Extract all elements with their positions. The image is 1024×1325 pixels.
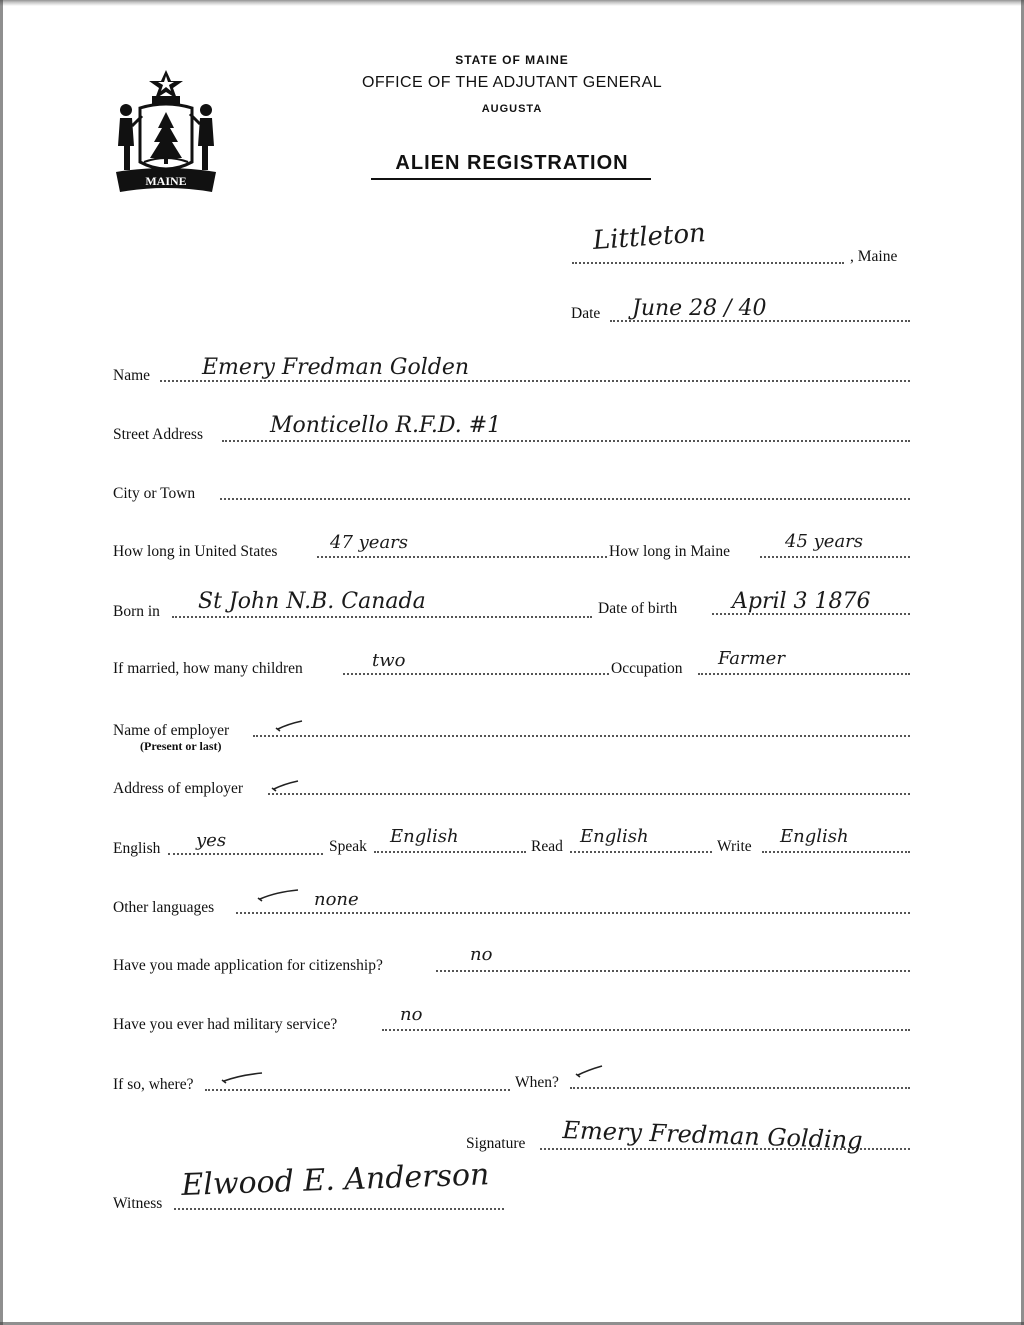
- speak-label: Speak: [329, 838, 367, 855]
- city-line: [220, 498, 910, 500]
- title-underline: [371, 178, 651, 180]
- street-line: [222, 440, 910, 442]
- military-label: Have you ever had military service?: [113, 1016, 338, 1033]
- witness-line: [174, 1208, 504, 1210]
- citizenship-line: [436, 970, 910, 972]
- read-line: [570, 851, 712, 853]
- how-long-maine-label: How long in Maine: [609, 543, 730, 560]
- when-label: When?: [515, 1074, 559, 1091]
- how-long-us-label: How long in United States: [113, 543, 278, 560]
- occupation-line: [698, 673, 910, 675]
- witness-entry: Elwood E. Anderson: [180, 1157, 490, 1203]
- name-line: [160, 380, 910, 382]
- how-long-maine-entry: 45 years: [785, 531, 864, 552]
- speak-line: [374, 851, 526, 853]
- married-children-label: If married, how many children: [113, 660, 303, 677]
- city-label: City or Town: [113, 485, 196, 502]
- other-languages-line: [236, 912, 910, 914]
- how-long-us-entry: 47 years: [330, 532, 409, 553]
- read-label: Read: [531, 838, 563, 855]
- occupation-entry: Farmer: [718, 648, 785, 669]
- check-mark-icon: [256, 888, 300, 902]
- scan-edge: [0, 0, 3, 1325]
- write-line: [762, 851, 910, 853]
- town-entry: Littleton: [591, 218, 707, 256]
- english-entry: yes: [196, 830, 227, 851]
- employer-address-label: Address of employer: [113, 780, 243, 797]
- street-label: Street Address: [113, 426, 203, 443]
- where-line: [205, 1089, 510, 1091]
- check-mark-icon: [220, 1070, 264, 1084]
- employer-name-label: Name of employer: [113, 722, 230, 739]
- english-line: [168, 853, 323, 855]
- signature-label: Signature: [466, 1135, 526, 1152]
- name-label: Name: [113, 367, 151, 384]
- dob-entry: April 3 1876: [732, 589, 871, 614]
- signature-entry: Emery Fredman Golding: [562, 1116, 863, 1155]
- employer-note: (Present or last): [140, 739, 222, 753]
- english-label: English: [113, 840, 161, 857]
- date-label: Date: [571, 305, 601, 322]
- street-entry: Monticello R.F.D. #1: [270, 413, 502, 438]
- when-line: [570, 1087, 910, 1089]
- speak-entry: English: [390, 826, 459, 847]
- citizenship-entry: no: [470, 944, 493, 965]
- military-line: [382, 1029, 910, 1031]
- state-of-maine-seal: [112, 66, 220, 196]
- born-in-entry: St John N.B. Canada: [198, 589, 426, 614]
- check-mark-icon: [270, 778, 300, 792]
- other-languages-entry: none: [314, 889, 359, 910]
- town-suffix-label: , Maine: [850, 248, 898, 265]
- occupation-label: Occupation: [611, 660, 683, 677]
- state-heading: STATE OF MAINE: [455, 53, 569, 67]
- read-entry: English: [580, 826, 649, 847]
- where-label: If so, where?: [113, 1076, 194, 1093]
- check-mark-icon: [274, 718, 304, 732]
- other-languages-label: Other languages: [113, 899, 215, 916]
- employer-name-line: [253, 735, 910, 737]
- city-heading: AUGUSTA: [481, 103, 543, 115]
- scan-edge: [0, 0, 1024, 6]
- date-entry: June 28 / 40: [632, 296, 767, 321]
- form-title: ALIEN REGISTRATION: [395, 152, 629, 174]
- how-long-maine-line: [760, 556, 910, 558]
- children-entry: two: [372, 650, 406, 671]
- military-entry: no: [400, 1004, 423, 1025]
- write-entry: English: [780, 826, 849, 847]
- witness-label: Witness: [113, 1195, 163, 1212]
- citizenship-label: Have you made application for citizenship?: [113, 957, 383, 974]
- write-label: Write: [717, 838, 752, 855]
- born-in-line: [172, 616, 592, 618]
- name-entry: Emery Fredman Golden: [202, 355, 470, 380]
- town-line: [572, 262, 844, 264]
- check-mark-icon: [574, 1064, 604, 1078]
- children-line: [343, 673, 609, 675]
- office-heading: OFFICE OF THE ADJUTANT GENERAL: [361, 74, 663, 91]
- seal-banner-text: MAINE: [145, 174, 187, 188]
- employer-address-line: [268, 793, 910, 795]
- dob-label: Date of birth: [598, 600, 678, 617]
- how-long-us-line: [317, 556, 607, 558]
- born-in-label: Born in: [113, 603, 160, 620]
